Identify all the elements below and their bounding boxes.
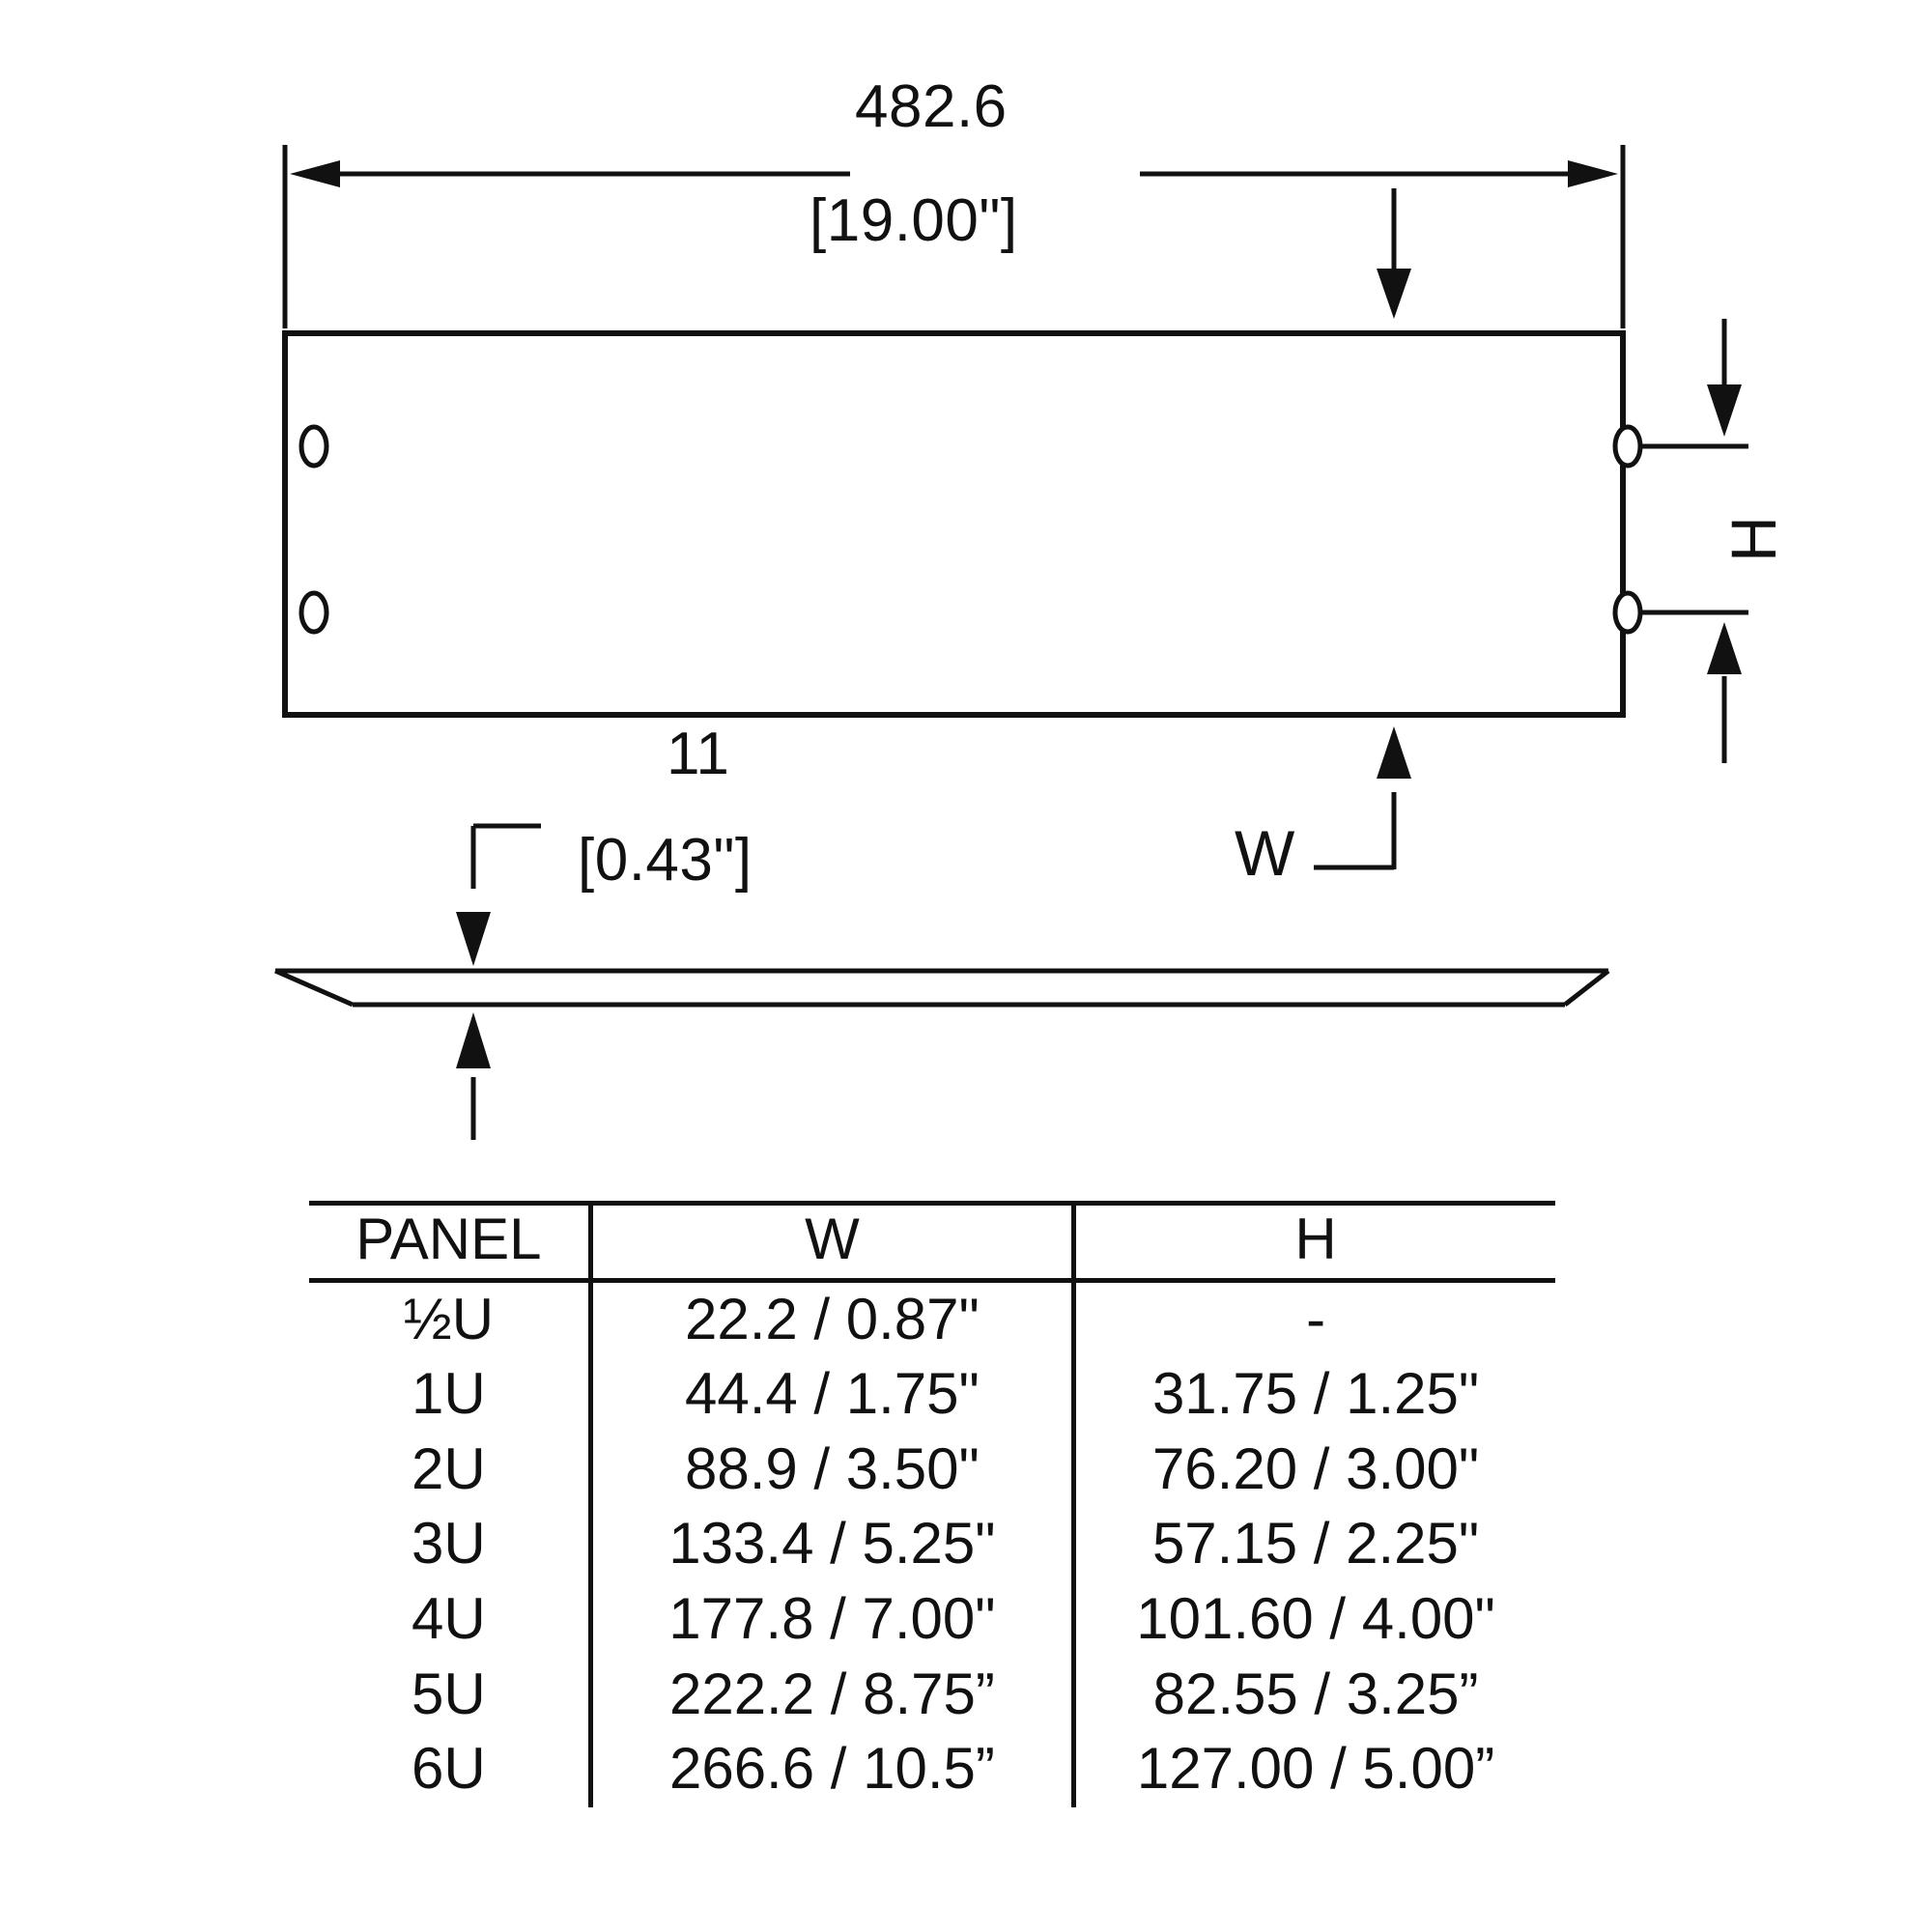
cell-h: 31.75 / 1.25" (1151, 1361, 1480, 1427)
table-row (309, 1507, 1555, 1582)
thickness-mm-label: 11 (667, 721, 730, 787)
table-row (309, 1280, 1555, 1357)
table-row (309, 1658, 1555, 1733)
table-header-panel: PANEL (309, 1203, 590, 1280)
mounting-hole (1615, 427, 1640, 466)
cell-w: 133.4 / 5.25" (590, 1507, 1073, 1582)
cell-panel: 4U (309, 1582, 590, 1658)
table-row (309, 1582, 1555, 1658)
cell-h: 127.00 / 5.00” (1136, 1736, 1495, 1802)
mounting-hole (301, 593, 327, 632)
mounting-hole (1615, 593, 1640, 632)
cell-w: 22.2 / 0.87" (590, 1280, 1073, 1357)
table-header-row (309, 1203, 1555, 1280)
cell-panel: 2U (309, 1433, 590, 1508)
cell-panel: 1U (309, 1357, 590, 1433)
cell-w: 44.4 / 1.75" (590, 1357, 1073, 1433)
overall-width-mm-label: 482.6 (855, 73, 1008, 140)
cell-w: 222.2 / 8.75” (590, 1658, 1073, 1733)
table-row (309, 1357, 1555, 1433)
arrow-thickness-bottom (456, 1012, 491, 1068)
arrow-h-top (1707, 384, 1742, 437)
h-symbol-label: H (1718, 516, 1789, 562)
cell-w: 177.8 / 7.00" (590, 1582, 1073, 1658)
panel-front-view (285, 333, 1623, 715)
thickness-inch-label: [0.43"] (578, 827, 753, 894)
table-row (309, 1433, 1555, 1508)
table-header-w: W (590, 1203, 1073, 1280)
cell-h: - (1306, 1286, 1326, 1351)
cell-panel: 3U (309, 1507, 590, 1582)
table-row (309, 1732, 1555, 1807)
panel-dimension-table (309, 1203, 1555, 1807)
cell-h: 101.60 / 4.00" (1136, 1585, 1495, 1651)
arrow-w-top (1377, 269, 1411, 319)
arrow-left (290, 160, 340, 187)
arrow-thickness-top (456, 912, 491, 966)
w-symbol-label: W (1235, 817, 1295, 889)
arrow-h-bottom (1707, 622, 1742, 674)
cell-w: 88.9 / 3.50" (590, 1433, 1073, 1508)
overall-width-inch-label: [19.00"] (810, 187, 1018, 254)
arrow-right (1568, 160, 1618, 187)
table-header-h: H (1074, 1203, 1555, 1280)
mounting-hole (301, 427, 327, 466)
cell-h: 76.20 / 3.00" (1151, 1435, 1480, 1501)
cell-h: 82.55 / 3.25” (1152, 1661, 1479, 1726)
cell-panel: ½U (309, 1280, 590, 1357)
arrow-w-bottom (1377, 726, 1411, 779)
cell-w: 266.6 / 10.5” (590, 1732, 1073, 1807)
cell-h: 57.15 / 2.25" (1151, 1511, 1480, 1577)
cell-panel: 5U (309, 1658, 590, 1733)
cell-panel: 6U (309, 1732, 590, 1807)
